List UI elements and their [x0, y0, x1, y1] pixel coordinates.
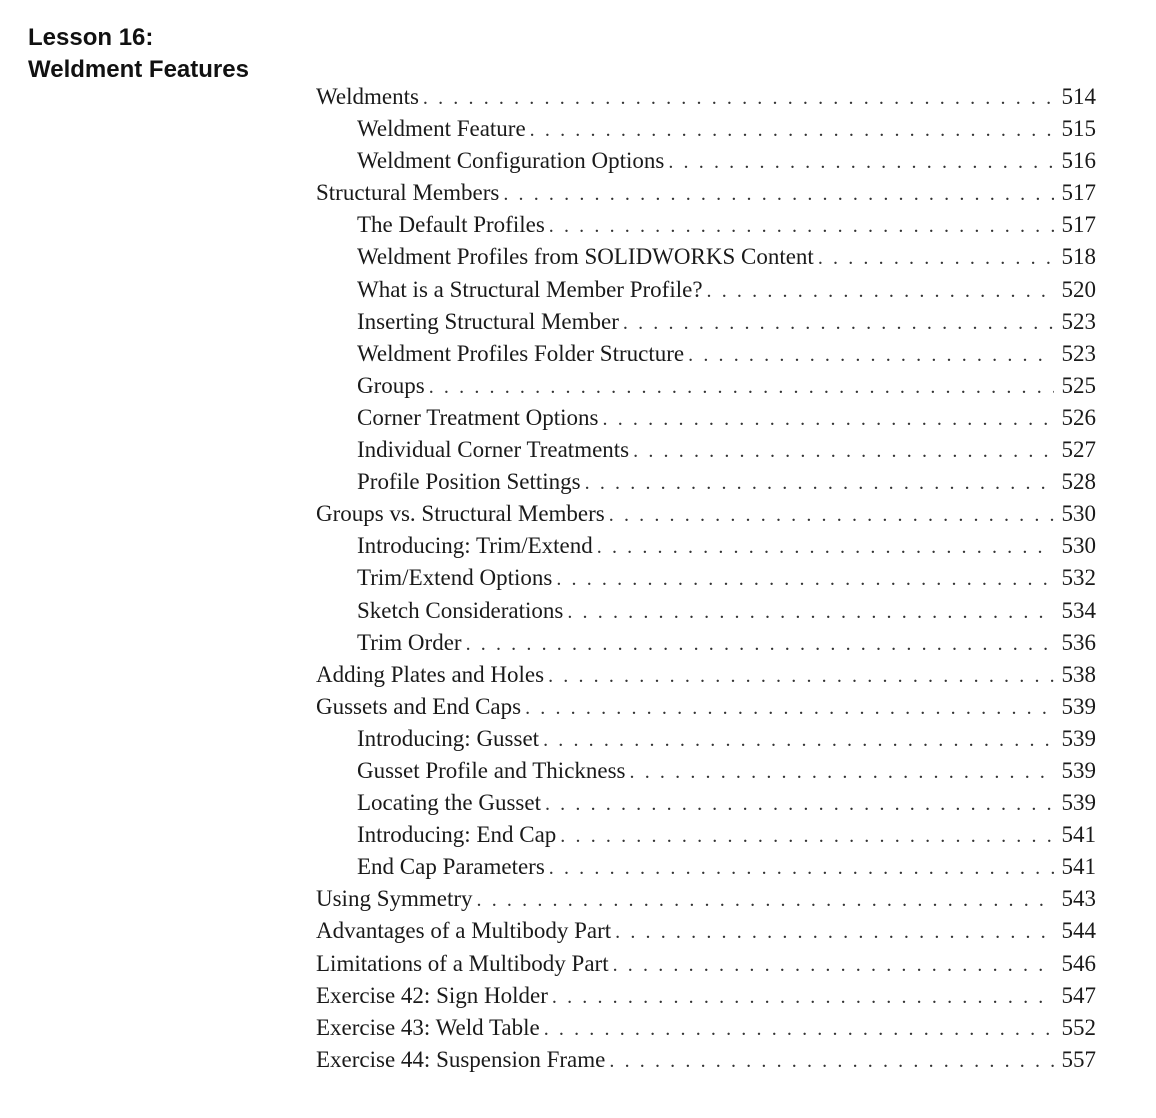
- toc-dot-leader: [630, 761, 1054, 784]
- toc-dot-leader: [585, 472, 1054, 495]
- toc-dot-leader: [429, 376, 1054, 399]
- toc-entry-title: The Default Profiles: [357, 212, 545, 238]
- toc-entry[interactable]: [316, 790, 1096, 822]
- toc-entry-title: Introducing: Trim/Extend: [357, 533, 593, 559]
- toc-entry[interactable]: [316, 469, 1096, 501]
- toc-entry-page: 543: [1061, 886, 1096, 912]
- toc-entry[interactable]: [316, 116, 1096, 148]
- toc-dot-leader: [466, 633, 1054, 656]
- toc-entry-page: 539: [1061, 757, 1096, 783]
- toc-entry[interactable]: [316, 437, 1096, 469]
- toc-entry[interactable]: [316, 309, 1096, 341]
- toc-entry-page: 514: [1061, 84, 1096, 109]
- toc-entry[interactable]: [316, 84, 1096, 116]
- toc-entry[interactable]: [316, 918, 1096, 950]
- toc-dot-leader: [613, 954, 1054, 977]
- toc-entry-title: Limitations of a Multibody Part: [316, 950, 609, 976]
- toc-entry[interactable]: [316, 951, 1096, 983]
- toc-dot-leader: [556, 568, 1054, 591]
- toc-dot-leader: [549, 857, 1054, 880]
- toc-entry-page: 536: [1061, 629, 1096, 655]
- toc-entry-page: 547: [1061, 982, 1096, 1008]
- toc-entry[interactable]: [316, 212, 1096, 244]
- toc-entry-page: 525: [1061, 372, 1096, 398]
- toc-entry-title: What is a Structural Member Profile?: [357, 276, 703, 302]
- toc-entry-page: 532: [1061, 565, 1096, 591]
- toc-dot-leader: [548, 665, 1054, 688]
- toc-dot-leader: [818, 247, 1054, 270]
- toc-dot-leader: [597, 536, 1054, 559]
- lesson-number: Lesson 16:: [28, 24, 154, 51]
- toc-dot-leader: [603, 408, 1055, 431]
- toc-dot-leader: [609, 504, 1054, 527]
- toc-entry-title: Introducing: Gusset: [357, 725, 540, 751]
- toc-entry-title: Weldments: [316, 84, 419, 109]
- toc-entry[interactable]: [316, 1015, 1096, 1047]
- toc-entry-page: 528: [1061, 469, 1096, 495]
- toc-entry-title: Gusset Profile and Thickness: [357, 757, 626, 783]
- toc-entry[interactable]: [316, 598, 1096, 630]
- toc-entry[interactable]: [316, 662, 1096, 694]
- toc-entry-page: 527: [1061, 437, 1096, 463]
- toc-dot-leader: [525, 697, 1054, 720]
- toc-entry-page: 544: [1061, 918, 1096, 944]
- toc-dot-leader: [477, 889, 1054, 912]
- toc-entry-page: 541: [1061, 854, 1096, 880]
- toc-entry-page: 541: [1061, 822, 1096, 848]
- toc-entry-title: Locating the Gusset: [357, 790, 541, 816]
- toc-entry-title: Adding Plates and Holes: [316, 661, 545, 687]
- toc-entry-title: Groups vs. Structural Members: [316, 501, 605, 527]
- toc-entry-title: Exercise 44: Suspension Frame: [316, 1046, 606, 1072]
- toc-dot-leader: [707, 280, 1054, 303]
- toc-dot-leader: [567, 601, 1054, 624]
- toc-dot-leader: [503, 183, 1054, 206]
- toc-entry-title: Trim/Extend Options: [357, 565, 553, 591]
- lesson-heading: [28, 22, 249, 86]
- toc-dot-leader: [549, 215, 1054, 238]
- toc-entry-title: Introducing: End Cap: [357, 822, 557, 848]
- toc-entry[interactable]: [316, 694, 1096, 726]
- toc-entry-page: 516: [1061, 148, 1096, 174]
- lesson-title: Weldment Features: [28, 56, 249, 83]
- toc-dot-leader: [668, 151, 1054, 174]
- toc-entry-title: Inserting Structural Member: [357, 308, 619, 334]
- toc-entry[interactable]: [316, 822, 1096, 854]
- toc-entry-title: Individual Corner Treatments: [357, 437, 630, 463]
- toc-entry-page: 515: [1061, 116, 1096, 142]
- toc-dot-leader: [688, 344, 1054, 367]
- toc-entry-title: Gussets and End Caps: [316, 693, 522, 719]
- toc-entry-page: 539: [1061, 790, 1096, 816]
- toc-entry[interactable]: [316, 277, 1096, 309]
- toc-entry-title: Structural Members: [316, 180, 500, 206]
- toc-dot-leader: [609, 1050, 1054, 1073]
- toc-entry-title: Profile Position Settings: [357, 469, 581, 495]
- toc-dot-leader: [544, 1018, 1054, 1041]
- toc-dot-leader: [615, 921, 1054, 944]
- toc-dot-leader: [623, 312, 1054, 335]
- toc-entry-title: Exercise 43: Weld Table: [316, 1014, 540, 1040]
- toc-entry-title: End Cap Parameters: [357, 854, 545, 880]
- toc-entry[interactable]: [316, 180, 1096, 212]
- toc-entry-page: 552: [1061, 1014, 1096, 1040]
- toc-entry-title: Weldment Profiles Folder Structure: [357, 340, 685, 366]
- toc-entry-page: 546: [1061, 950, 1096, 976]
- toc-entry-title: Weldment Configuration Options: [357, 148, 665, 174]
- toc-entry-title: Weldment Profiles from SOLIDWORKS Content: [357, 244, 814, 270]
- toc-entry-page: 517: [1061, 212, 1096, 238]
- toc-entry-page: 517: [1061, 180, 1096, 206]
- toc-entry[interactable]: [316, 758, 1096, 790]
- toc-entry[interactable]: [316, 501, 1096, 533]
- toc-entry[interactable]: [316, 148, 1096, 180]
- toc-entry[interactable]: [316, 726, 1096, 758]
- toc-entry-title: Advantages of a Multibody Part: [316, 918, 612, 944]
- toc-entry-page: 538: [1061, 661, 1096, 687]
- toc-entry-page: 523: [1061, 308, 1096, 334]
- toc-entry[interactable]: [316, 854, 1096, 886]
- toc-entry-title: Sketch Considerations: [357, 597, 564, 623]
- toc-entry[interactable]: [316, 244, 1096, 276]
- toc-entry-page: 530: [1061, 533, 1096, 559]
- toc-entry-title: Using Symmetry: [316, 886, 473, 912]
- toc-entry-page: 534: [1061, 597, 1096, 623]
- toc-dot-leader: [560, 825, 1054, 848]
- toc-entry-page: 530: [1061, 501, 1096, 527]
- toc-dot-leader: [543, 729, 1054, 752]
- toc-dot-leader: [552, 986, 1054, 1009]
- toc-entry[interactable]: [316, 1047, 1096, 1079]
- toc-entry-page: 539: [1061, 693, 1096, 719]
- toc-entry-title: Weldment Feature: [357, 116, 526, 142]
- toc-entry-title: Groups: [357, 372, 425, 398]
- toc-entry-title: Exercise 42: Sign Holder: [316, 982, 548, 1008]
- toc-entry-page: 526: [1061, 404, 1096, 430]
- toc-entry[interactable]: [316, 886, 1096, 918]
- toc-entry[interactable]: [316, 630, 1096, 662]
- toc-entry-page: 539: [1061, 725, 1096, 751]
- toc-dot-leader: [545, 793, 1054, 816]
- toc-entry[interactable]: [316, 341, 1096, 373]
- toc-entry[interactable]: [316, 565, 1096, 597]
- toc-entry[interactable]: [316, 373, 1096, 405]
- toc-entry-page: 557: [1061, 1046, 1096, 1072]
- toc-entry-page: 518: [1061, 244, 1096, 270]
- toc-dot-leader: [530, 119, 1054, 142]
- toc-entry-title: Corner Treatment Options: [357, 404, 599, 430]
- toc-entry[interactable]: [316, 405, 1096, 437]
- toc-entry[interactable]: [316, 533, 1096, 565]
- toc-entry-title: Trim Order: [357, 629, 462, 655]
- toc-dot-leader: [423, 87, 1054, 110]
- toc-dot-leader: [633, 440, 1054, 463]
- toc-entry-page: 520: [1061, 276, 1096, 302]
- table-of-contents: [316, 84, 1096, 1079]
- toc-entry-page: 523: [1061, 340, 1096, 366]
- toc-entry[interactable]: [316, 983, 1096, 1015]
